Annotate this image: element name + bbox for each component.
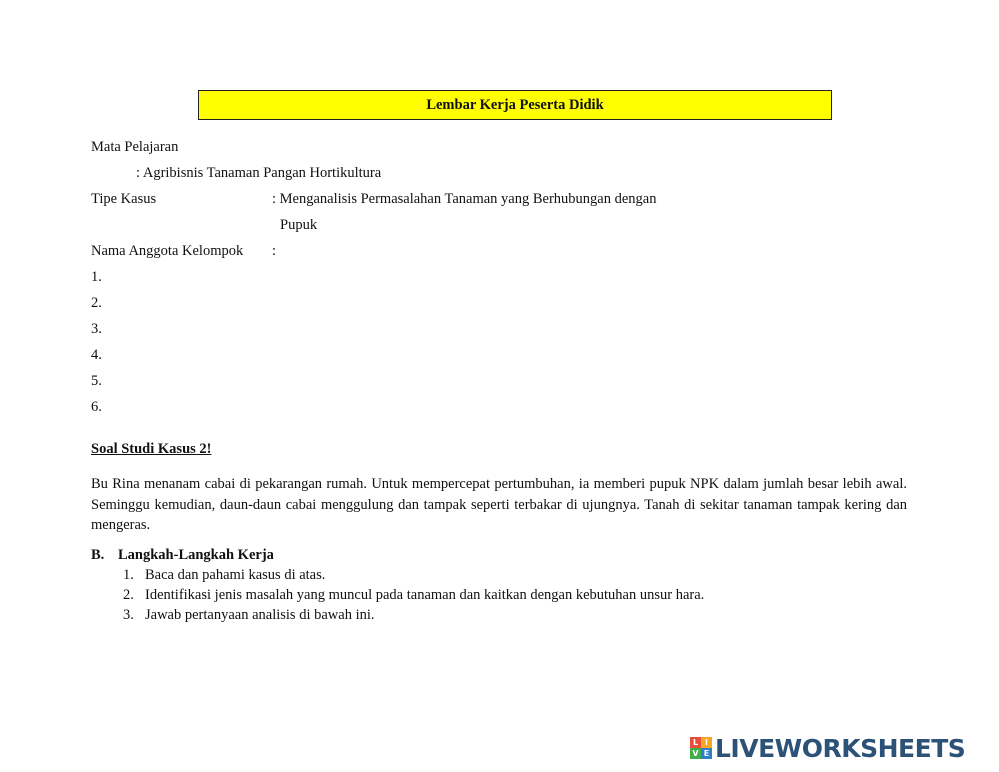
step-number: 2.	[123, 587, 134, 603]
step-text: Identifikasi jenis masalah yang muncul pada tanaman dan kaitkan dengan kebutuhan unsur hara.	[145, 587, 705, 603]
logo-letter: I	[701, 737, 712, 748]
logo-wordmark: LIVEWORKSHEETS	[715, 733, 966, 763]
case-type-value-continued: Pupuk	[280, 217, 318, 233]
case-study-heading: Soal Studi Kasus 2!	[91, 441, 212, 457]
subject-value: : Agribisnis Tanaman Pangan Hortikultura	[136, 165, 382, 181]
liveworksheets-logo	[690, 733, 965, 763]
subject-label: Mata Pelajaran	[91, 139, 179, 155]
logo-letter: L	[690, 737, 701, 748]
member-number: 4.	[91, 347, 102, 363]
member-number: 3.	[91, 321, 102, 337]
steps-heading: Langkah-Langkah Kerja	[118, 547, 274, 563]
step-number: 3.	[123, 607, 134, 623]
steps-heading-marker: B.	[91, 547, 105, 563]
logo-mark-icon	[690, 737, 712, 759]
logo-letter: E	[701, 748, 712, 759]
members-colon: :	[272, 243, 277, 259]
step-text: Baca dan pahami kasus di atas.	[145, 567, 326, 583]
member-number: 5.	[91, 373, 102, 389]
step-number: 1.	[123, 567, 134, 583]
case-study-text: Bu Rina menanam cabai di pekarangan rumah. Untuk mempercepat pertumbuhan, ia memberi pupuk NPK dalam jumlah besar lebih awal. Seminggu kemudian, daun-daun cabai menggulung dan tampak seperti terbakar di ujungnya. Tanah di sekitar tanaman tampak kering dan mengeras.	[91, 476, 907, 533]
member-number: 1.	[91, 269, 102, 285]
step-text: Jawab pertanyaan analisis di bawah ini.	[145, 607, 375, 623]
members-label: Nama Anggota Kelompok	[91, 243, 244, 259]
worksheet-title: Lembar Kerja Peserta Didik	[198, 90, 832, 120]
logo-letter: V	[690, 748, 701, 759]
member-number: 6.	[91, 399, 102, 415]
case-type-label: Tipe Kasus	[91, 191, 157, 207]
case-type-value: : Menganalisis Permasalahan Tanaman yang Berhubungan dengan	[272, 191, 657, 207]
member-number: 2.	[91, 295, 102, 311]
